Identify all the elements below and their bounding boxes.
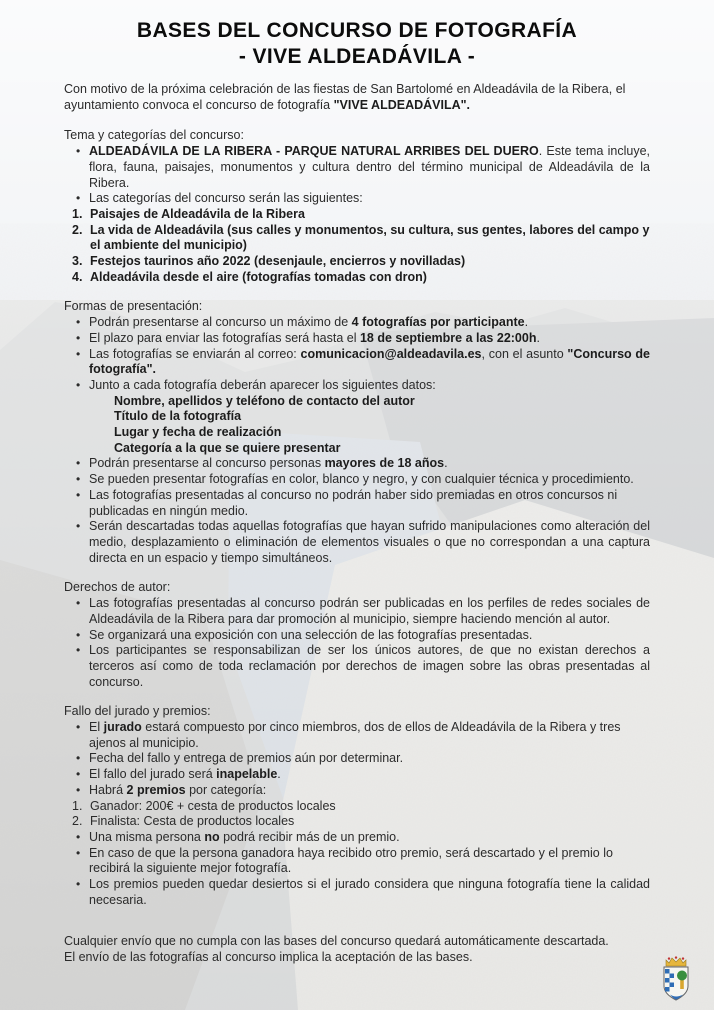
list-item <box>64 830 650 846</box>
category-item: La vida de Aldeadávila (sus calles y monumentos, su cultura, sus gentes, labores del campo y el ambiente del municipio) <box>90 222 650 253</box>
text-run: Se pueden presentar fotografías en color, blanco y negro, y con cualquier técnica y procedimiento. <box>89 472 634 487</box>
categories-list <box>64 207 650 286</box>
text-run: Los premios pueden quedar desiertos si el jurado considera que ninguna fotografía tiene la calidad necesaria. <box>89 877 650 907</box>
list-item <box>64 846 650 877</box>
text-run: por categoría: <box>185 782 267 797</box>
text-run: podrá recibir más de un premio. <box>219 829 400 844</box>
list-item <box>64 643 650 690</box>
section-heading-fallo: Fallo del jurado y premios: <box>64 704 211 719</box>
photo-data-line: Categoría a la que se quiere presentar <box>114 440 341 455</box>
text-run: En caso de que la persona ganadora haya recibido otro premio, será descartado y el premio lo recibirá la siguiente mejor fotografía. <box>89 845 613 876</box>
list-item <box>64 767 650 783</box>
text-run: no <box>204 829 220 844</box>
text-run: El fallo del jurado será <box>89 767 217 782</box>
list-item <box>64 331 650 347</box>
text-run: ALDEADÁVILA DE LA RIBERA - PARQUE NATURAL ARRIBES DEL DUERO <box>89 144 539 159</box>
text-run: Junto a cada fotografía deberán aparecer los siguientes datos: <box>89 377 436 392</box>
municipal-crest-icon <box>656 954 696 1004</box>
section-heading-formas: Formas de presentación: <box>64 299 203 314</box>
text-run: El plazo para enviar las fotografías será hasta el <box>89 330 360 345</box>
text-run: Fecha del fallo y entrega de premios aún por determinar. <box>89 751 404 766</box>
text-run: . <box>444 456 448 471</box>
photo-data-block <box>114 394 650 457</box>
title-line-2: - VIVE ALDEADÁVILA - <box>238 45 476 68</box>
section-derechos <box>64 580 650 690</box>
section-heading-tema: Tema y categorías del concurso: <box>64 128 244 143</box>
list-item <box>64 456 650 472</box>
list-item <box>64 347 650 378</box>
list-item <box>64 628 650 644</box>
intro-paragraph <box>64 82 650 113</box>
text-run: . <box>277 767 281 782</box>
text-run: Las fotografías presentadas al concurso podrán ser publicadas en los perfiles de redes sociales de Aldeadávila de la Ribera para dar promoción al municipio, siempre haciendo mención al autor. <box>89 596 650 626</box>
derechos-bullet-list <box>64 596 650 690</box>
text-run: Las categorías del concurso serán las siguientes: <box>89 191 363 206</box>
closing-note <box>64 934 650 965</box>
text-run: . <box>536 330 540 345</box>
text-run: Las fotografías presentadas al concurso no podrán haber sido premiadas en otros concursos ni publicadas en ningún medio. <box>89 487 618 518</box>
tema-bullet-list <box>64 144 650 207</box>
text-run: . Este tema incluye, flora, fauna, paisajes, monumentos y cultura dentro del término municipal de Aldeadávila de la Ribera. <box>89 144 650 190</box>
text-run: Se organizará una exposición con una selección de las fotografías presentadas. <box>89 627 533 642</box>
formas-bullet-list <box>64 315 650 566</box>
list-item <box>64 596 650 627</box>
list-item <box>64 378 650 457</box>
closing-line: Cualquier envío que no cumpla con las bases del concurso quedará automáticamente descartada. <box>64 934 609 948</box>
list-item <box>64 472 650 488</box>
text-run: . <box>524 315 529 330</box>
photo-data-line: Nombre, apellidos y teléfono de contacto del autor <box>114 393 415 408</box>
fallo-bullet-list <box>64 720 650 799</box>
text-run: 18 de septiembre a las 22:00h <box>359 330 537 345</box>
list-item <box>64 315 650 331</box>
list-item <box>64 519 650 566</box>
photo-data-line: Lugar y fecha de realización <box>114 425 282 440</box>
text-run: Podrán presentarse al concurso un máximo de <box>89 315 352 330</box>
list-item <box>64 488 650 519</box>
text-run: , con el asunto <box>481 346 568 361</box>
list-item <box>64 877 650 908</box>
text-run: inapelable <box>216 767 278 782</box>
title-line-1: BASES DEL CONCURSO DE FOTOGRAFÍA <box>136 19 578 42</box>
text-run: 2 premios <box>126 782 186 797</box>
text-run: Las fotografías se enviarán al correo: <box>89 346 301 361</box>
list-item <box>64 751 650 767</box>
list-item <box>64 783 650 799</box>
category-item: Paisajes de Aldeadávila de la Ribera <box>90 206 305 221</box>
text-run: Una misma persona <box>89 829 205 844</box>
prize-item: Finalista: Cesta de productos locales <box>90 814 295 829</box>
section-fallo <box>64 704 650 908</box>
text-run: jurado <box>103 720 142 735</box>
text-run: Serán descartadas todas aquellas fotografías que hayan sufrido manipulaciones como alteración del medio, desplazamiento o eliminación de elementos visuales o que no correspondan a una captura directa en un espacio y tiempo simultáneos. <box>89 519 650 565</box>
prize-item: Ganador: 200€ + cesta de productos locales <box>90 798 336 813</box>
text-run: Con motivo de la próxima celebración de las fiestas de San Bartolomé en Aldeadávila de la Ribera, el ayuntamiento convoca el concurso de fotografía <box>64 82 626 112</box>
text-run: estará compuesto por cinco miembros, dos de ellos de Aldeadávila de la Ribera y tres ajenos al municipio. <box>89 720 621 750</box>
text-run: Los participantes se responsabilizan de ser los únicos autores, de que no existan derechos a terceros así como de toda reclamación por derechos de imagen sobre las obras presentadas al concurso. <box>89 643 650 689</box>
closing-line: El envío de las fotografías al concurso implica la aceptación de las bases. <box>64 949 473 964</box>
text-run: Habrá <box>89 782 127 797</box>
text-run: Podrán presentarse al concurso personas <box>89 456 325 471</box>
section-heading-derechos: Derechos de autor: <box>64 580 171 595</box>
list-item <box>64 144 650 191</box>
text-run: comunicacion@aldeadavila.es <box>300 346 482 361</box>
section-formas <box>64 299 650 566</box>
list-item <box>64 191 650 207</box>
text-run: El <box>89 720 104 735</box>
text-run: 4 fotografías por participante <box>351 315 525 330</box>
text-run: mayores de 18 años <box>324 456 445 471</box>
photo-data-line: Título de la fotografía <box>114 409 242 424</box>
category-item: Festejos taurinos año 2022 (desenjaule, encierros y novilladas) <box>90 254 466 269</box>
category-item: Aldeadávila desde el aire (fotografías tomadas con dron) <box>90 269 427 284</box>
text-run: "Concurso de fotografía". <box>89 346 651 377</box>
text-run: "VIVE ALDEADÁVILA". <box>333 97 471 112</box>
fallo-bullet-list-2 <box>64 830 650 909</box>
prizes-list <box>64 799 650 830</box>
section-tema <box>64 128 650 285</box>
page-title <box>64 18 650 70</box>
list-item <box>64 720 650 751</box>
